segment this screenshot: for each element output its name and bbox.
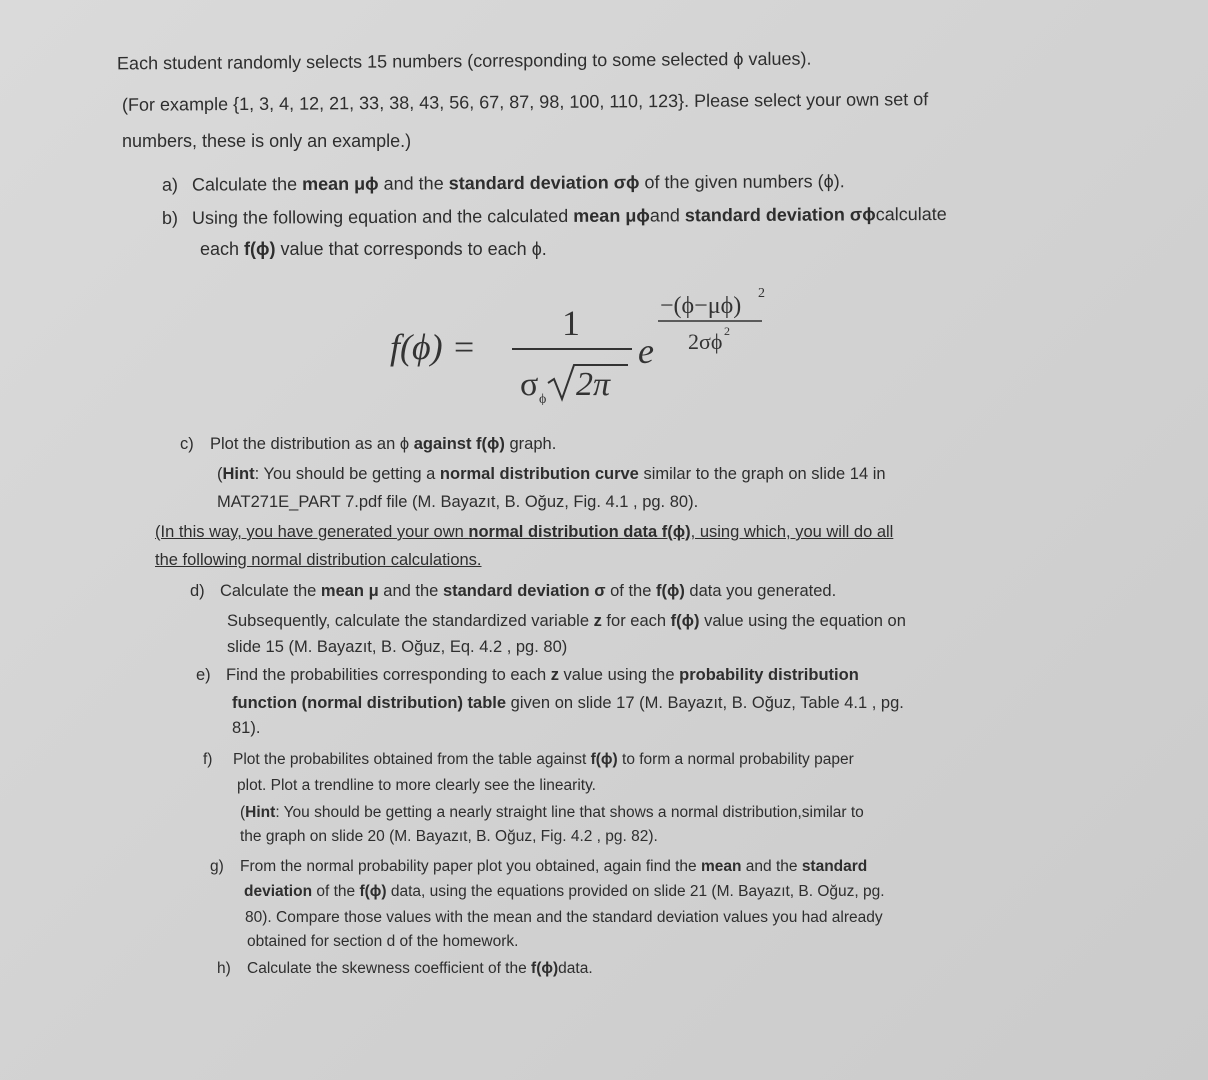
item-d-line-3: slide 15 (M. Bayazıt, B. Oğuz, Eq. 4.2 , pg. 80) <box>227 638 568 656</box>
example-line-2: numbers, these is only an example.) <box>122 131 412 151</box>
hint-text-2: similar to the graph on slide 14 in <box>638 465 886 483</box>
item-g-text: From the normal probability paper plot you obtained, again find the <box>240 858 701 875</box>
formula-exp-denominator: 2σϕ <box>688 329 723 354</box>
item-f <box>203 749 854 771</box>
prob-dist-term: probability distribution <box>679 666 859 684</box>
formula-sigma: σ <box>520 366 539 403</box>
item-b <box>162 203 947 229</box>
f-phi-term: f(ϕ) <box>531 960 559 977</box>
hint-open: ( <box>240 804 246 821</box>
deviation-term: deviation <box>244 883 313 900</box>
normal-distribution-formula <box>390 285 780 405</box>
item-g-label: g) <box>210 858 224 875</box>
item-d-label: d) <box>190 582 205 600</box>
item-g-text-2: and the <box>741 858 802 875</box>
note-text-2: , using which, you will do all <box>690 523 894 541</box>
item-d-text-3: of the <box>605 582 656 600</box>
std-term: standard deviation σϕ <box>684 204 876 226</box>
item-c-text: Plot the distribution as an ϕ <box>210 435 414 453</box>
item-f-label: f) <box>203 751 213 768</box>
item-g <box>210 856 867 878</box>
item-f-line-3 <box>240 802 864 824</box>
formula-lhs: f(ϕ) = <box>390 327 476 367</box>
item-e-label: e) <box>196 666 211 684</box>
hint-label: Hint <box>222 465 255 483</box>
item-d-text-2: and the <box>378 582 443 600</box>
item-b-line2-c: value that corresponds to each ϕ. <box>275 239 547 259</box>
item-h-text-2: data. <box>558 960 593 977</box>
f-phi-term: f(ϕ) <box>655 582 685 600</box>
item-b-line2-a: each <box>200 239 245 259</box>
item-d-line2-a: Subsequently, calculate the standardized variable <box>227 612 594 630</box>
item-e-line-2 <box>232 692 904 714</box>
item-h <box>217 958 593 980</box>
item-b-text: Using the following equation and the calculated <box>191 205 574 228</box>
item-c-line-3: MAT271E_PART 7.pdf file (M. Bayazıt, B. Oğuz, Fig. 4.1 , pg. 80). <box>217 493 699 511</box>
formula-exp-den-sup: 2 <box>724 324 730 338</box>
formula-exp-num-sup: 2 <box>758 286 765 301</box>
item-a-text-2: and the <box>378 173 449 194</box>
item-f-text-2: to form a normal probability paper <box>617 751 854 768</box>
item-b-text-3: calculate <box>875 203 947 225</box>
formula-exp-numerator: −(ϕ−μϕ) <box>660 293 742 319</box>
item-g-line-4: obtained for section d of the homework. <box>247 933 519 950</box>
item-h-label: h) <box>217 960 231 977</box>
item-e-text: Find the probabilities corresponding to each <box>226 666 551 684</box>
item-g-line2-d: data, using the equations provided on slide 21 (M. Bayazıt, B. Oğuz, pg. <box>386 883 885 900</box>
item-e-text-2: value using the <box>558 666 680 684</box>
note-line-2: the following normal distribution calculations. <box>155 551 482 569</box>
item-g-line-2 <box>244 881 885 903</box>
item-d-line2-e: value using the equation on <box>699 612 906 630</box>
formula-sigma-sub: ϕ <box>539 392 547 405</box>
item-c-text-2: graph. <box>504 435 557 453</box>
item-c <box>180 433 556 455</box>
z-term: z <box>550 666 559 684</box>
item-a-text: Calculate the <box>191 174 303 195</box>
mean-term: mean μ <box>320 582 379 600</box>
hint-text: : You should be getting a <box>254 465 440 483</box>
table-term: function (normal distribution) table <box>232 694 507 712</box>
hint-text: : You should be getting a nearly straight line that shows a normal distribution,similar to <box>275 804 864 821</box>
hint-open: ( <box>217 465 223 483</box>
item-e-line2-b: given on slide 17 (M. Bayazıt, B. Oğuz, Table 4.1 , pg. <box>506 694 904 712</box>
item-d-text: Calculate the <box>220 582 321 600</box>
f-phi-term: f(ϕ) <box>359 883 387 900</box>
item-d-text-4: data you generated. <box>684 582 837 600</box>
item-c-hint <box>217 463 886 485</box>
f-phi-term: f(ϕ) <box>244 239 276 259</box>
item-b-line-2 <box>200 238 547 260</box>
item-a-text-3: of the given numbers (ϕ). <box>639 171 845 193</box>
mean-term: mean <box>700 858 742 875</box>
item-d-line2-c: for each <box>601 612 671 630</box>
formula-root-arg: 2π <box>576 366 611 403</box>
standard-term: standard <box>801 858 868 875</box>
formula-numerator: 1 <box>562 303 580 343</box>
item-g-line-3: 80). Compare those values with the mean and the standard deviation values you had already <box>245 909 883 926</box>
mean-term: mean μϕ <box>573 205 650 226</box>
note-bold: normal distribution data f(ϕ) <box>468 523 691 541</box>
mean-term: mean μϕ <box>302 173 379 195</box>
std-term: standard deviation σ <box>442 582 606 600</box>
item-f-line-4: the graph on slide 20 (M. Bayazıt, B. Oğuz, Fig. 4.2 , pg. 82). <box>240 828 658 845</box>
item-b-text-2: and <box>649 205 685 226</box>
note-line-1 <box>155 521 893 543</box>
item-d <box>190 580 836 602</box>
item-a <box>162 170 845 196</box>
note-text: (In this way, you have generated your own <box>155 523 469 541</box>
item-g-line2-b: of the <box>312 883 360 900</box>
f-phi-term: f(ϕ) <box>590 751 618 768</box>
normal-curve-term: normal distribution curve <box>439 465 639 483</box>
item-e-line-3: 81). <box>232 719 261 737</box>
example-line-1: (For example {1, 3, 4, 12, 21, 33, 38, 43, 56, 67, 87, 98, 100, 110, 123}. Please select your own set of <box>121 89 929 115</box>
intro-text: Each student randomly selects 15 numbers (corresponding to some selected ϕ values). <box>116 48 812 74</box>
item-a-label: a) <box>161 174 179 195</box>
f-phi-term: f(ϕ) <box>670 612 700 630</box>
item-b-label: b) <box>161 207 179 229</box>
against-term: against f(ϕ) <box>413 435 505 453</box>
item-e <box>196 664 859 686</box>
item-d-line-2 <box>227 610 906 632</box>
formula-e: e <box>638 331 654 371</box>
std-term: standard deviation σϕ <box>448 172 640 194</box>
item-f-text: Plot the probabilites obtained from the table against <box>233 751 591 768</box>
item-h-text: Calculate the skewness coefficient of the <box>247 960 532 977</box>
hint-label: Hint <box>245 804 276 821</box>
z-term: z <box>593 612 602 630</box>
item-f-line-2: plot. Plot a trendline to more clearly see the linearity. <box>237 777 596 794</box>
item-c-label: c) <box>180 435 194 453</box>
